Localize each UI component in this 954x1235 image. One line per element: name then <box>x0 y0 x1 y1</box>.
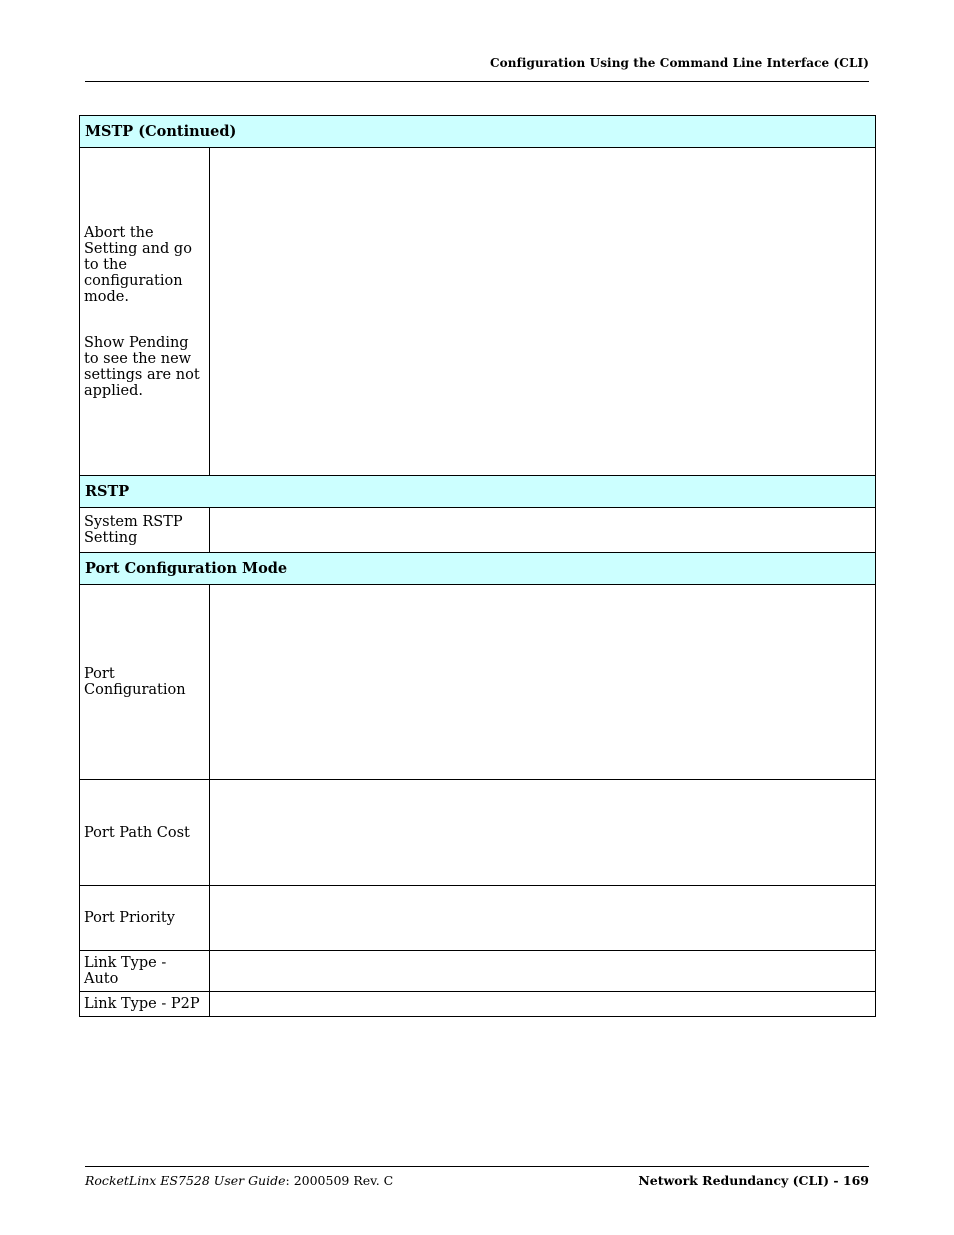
table-row-port-priority <box>80 886 876 951</box>
table-row-link-type-auto <box>80 951 876 992</box>
running-header: Configuration Using the Command Line Interface (CLI) <box>490 56 869 70</box>
footer-document-info <box>85 1173 393 1188</box>
row-content-port-priority <box>210 886 876 951</box>
footer-page-label: Network Redundancy (CLI) - 169 <box>638 1173 869 1188</box>
row-label-abort-show-pending <box>80 148 210 476</box>
show-pending-text: Show Pending to see the new settings are not applied. <box>84 334 200 399</box>
row-content-system-rstp-setting <box>210 508 876 553</box>
section-title-rstp: RSTP <box>80 476 876 508</box>
footer-product-name: RocketLinx ES7528 User Guide <box>85 1173 286 1188</box>
row-content-abort-show-pending <box>210 148 876 476</box>
abort-setting-text: Abort the Setting and go to the configuration mode. <box>84 224 192 305</box>
command-table <box>79 115 876 1017</box>
table-row-link-type-p2p <box>80 992 876 1017</box>
section-title-port-configuration-mode: Port Configuration Mode <box>80 553 876 585</box>
row-label-port-priority: Port Priority <box>80 886 210 951</box>
row-content-link-type-auto <box>210 951 876 992</box>
footer-rule <box>85 1166 869 1167</box>
row-label-link-type-p2p: Link Type - P2P <box>80 992 210 1017</box>
row-label-link-type-auto: Link Type - Auto <box>80 951 210 992</box>
table-row-port-configuration <box>80 585 876 780</box>
row-label-port-configuration: Port Configuration <box>80 585 210 780</box>
section-row-rstp <box>80 476 876 508</box>
section-row-port-configuration-mode <box>80 553 876 585</box>
table-row-abort-show-pending <box>80 148 876 476</box>
section-row-mstp-continued <box>80 116 876 148</box>
row-content-port-path-cost <box>210 780 876 886</box>
table-row-port-path-cost <box>80 780 876 886</box>
row-label-port-path-cost: Port Path Cost <box>80 780 210 886</box>
row-label-system-rstp-setting: System RSTP Setting <box>80 508 210 553</box>
footer-doc-number: : 2000509 Rev. C <box>285 1173 394 1188</box>
section-title-mstp-continued: MSTP (Continued) <box>80 116 876 148</box>
row-content-link-type-p2p <box>210 992 876 1017</box>
table-row-system-rstp-setting <box>80 508 876 553</box>
row-content-port-configuration <box>210 585 876 780</box>
header-rule <box>85 81 869 82</box>
